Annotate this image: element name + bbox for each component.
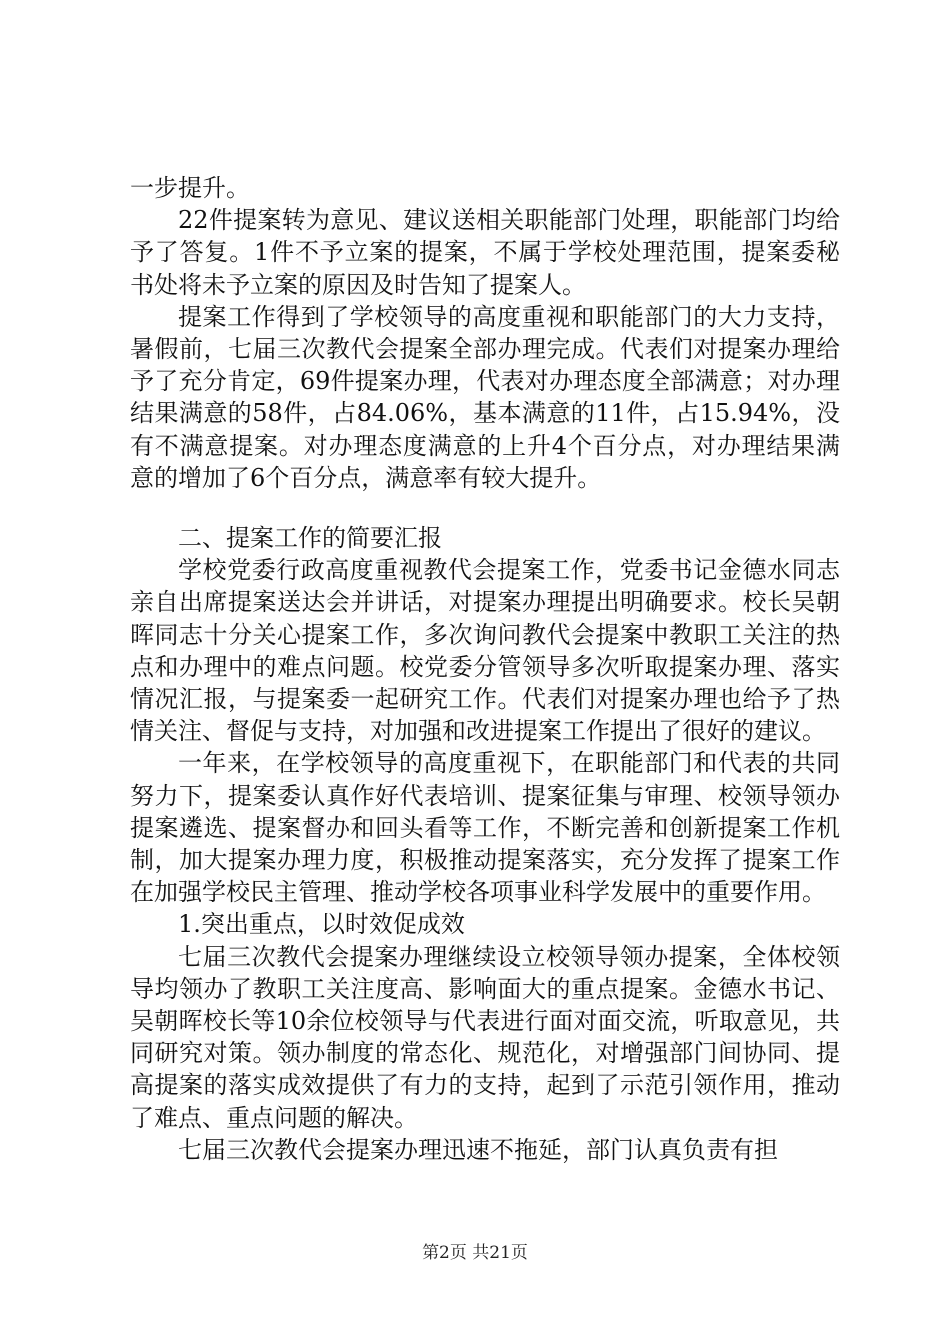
section-heading-2: 二、提案工作的简要汇报 (178, 524, 442, 553)
page-footer: 第2页 共21页 (422, 1243, 528, 1263)
paragraph-year-review: 一年来，在学校领导的高度重视下，在职能部门和代表的共同努力下，提案委认真作好代表培训、提案征集与审理、校领导领办提案遴选、提案督办和回头看等工作，不断完善和创新提案工作机制，加大提案办理力度，积极推动提案落实，充分发挥了提案工作在加强学校民主管理、推动学校各项事业科学发展中的重要作用。 (130, 749, 840, 907)
paragraph-satisfaction-results: 提案工作得到了学校领导的高度重视和职能部门的大力支持，暑假前，七届三次教代会提案全部办理完成。代表们对提案办理给予了充分肯定，69件提案办理，代表对办理态度全部满意；对办理结果满意的58件，占84.06%，基本满意的11件，占15.94%，没有不满意提案。对办理态度满意的上升4个百分点，对办理结果满意的增加了6个百分点，满意率有较大提升。 (130, 302, 840, 492)
paragraph-proposals-referred: 22件提案转为意见、建议送相关职能部门处理，职能部门均给予了答复。1件不予立案的提案，不属于学校处理范围，提案委秘书处将未予立案的原因及时告知了提案人。 (130, 206, 840, 299)
paragraph-leader-led-proposals: 七届三次教代会提案办理继续设立校领导领办提案，全体校领导均领办了教职工关注度高、影响面大的重点提案。金德水书记、吴朝晖校长等10余位校领导与代表进行面对面交流，听取意见，共同研究对策。领办制度的常态化、规范化，对增强部门间协同、提高提案的落实成效提供了有力的支持，起到了示范引领作用，推动了难点、重点问题的解决。 (130, 942, 840, 1132)
paragraph-leadership-attention: 学校党委行政高度重视教代会提案工作，党委书记金德水同志亲自出席提案送达会并讲话，对提案办理提出明确要求。校长吴朝晖同志十分关心提案工作，多次询问教代会提案中教职工关注的热点和办理中的难点问题。校党委分管领导多次听取提案办理、落实情况汇报，与提案委一起研究工作。代表们对提案办理也给予了热情关注、督促与支持，对加强和改进提案工作提出了很好的建议。 (130, 556, 840, 746)
document-body (130, 172, 840, 1166)
paragraph-continuation: 一步提升。 (130, 174, 250, 202)
subsection-heading-1: 1.突出重点，以时效促成效 (178, 910, 465, 939)
paragraph-timely-handling: 七届三次教代会提案办理迅速不拖延，部门认真负责有担 (178, 1135, 778, 1164)
paragraph-gap (130, 494, 840, 522)
